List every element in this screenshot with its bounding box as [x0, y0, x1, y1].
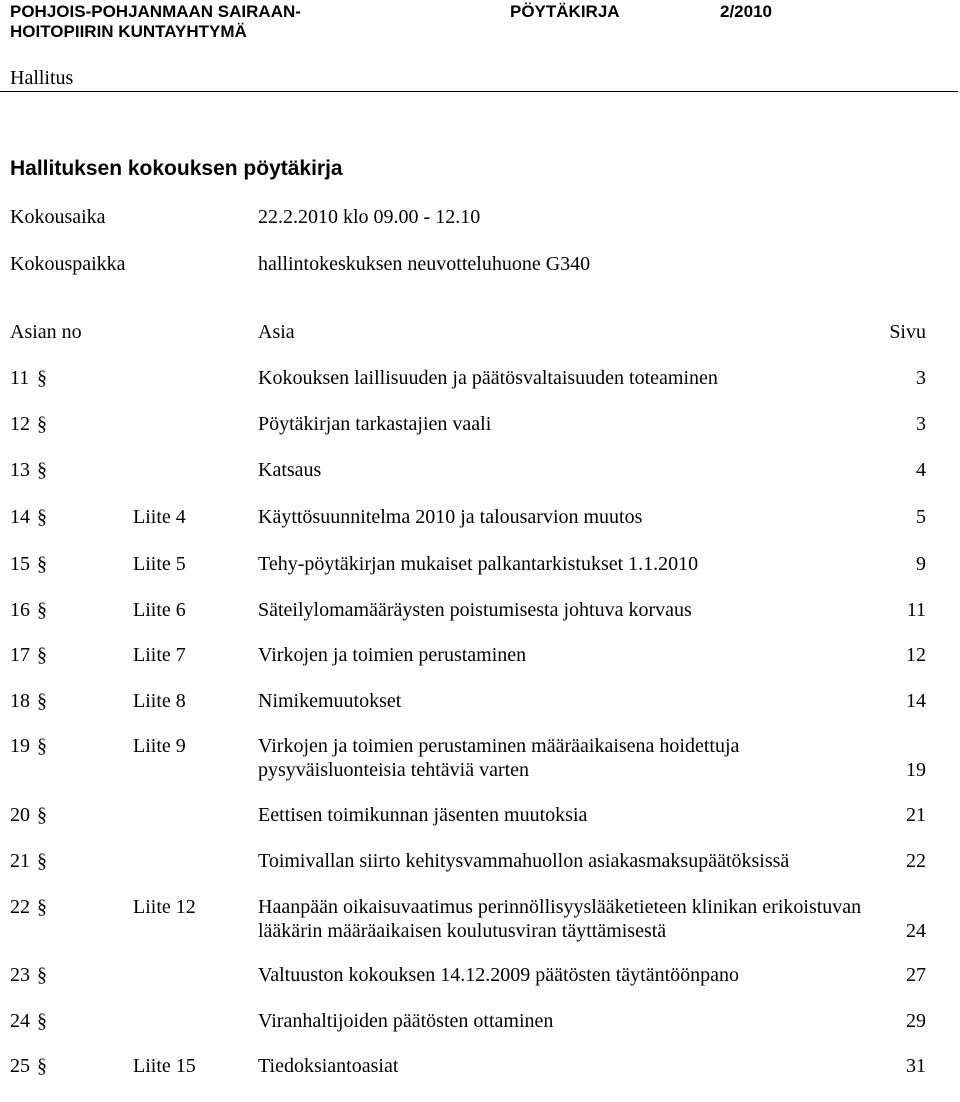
agenda-item-page: 3 — [916, 367, 926, 389]
attachment-reference: Liite 15 — [133, 1055, 196, 1077]
agenda-item-subject: Virkojen ja toimien perustaminen — [258, 644, 527, 666]
section-sign: § — [37, 735, 47, 757]
agenda-item-page: 11 — [906, 599, 926, 621]
agenda-item-subject: Toimivallan siirto kehitysvammahuollon asiakasmaksupäätöksissä — [258, 850, 790, 872]
section-sign: § — [37, 367, 47, 389]
organization-name-line1: POHJOIS-POHJANMAAN SAIRAAN- — [10, 2, 301, 21]
agenda-row — [0, 1054, 960, 1102]
agenda-item-page: 29 — [906, 1010, 926, 1032]
attachment-reference: Liite 7 — [133, 644, 186, 666]
agenda-item-page: 4 — [916, 459, 926, 481]
meeting-time-value: 22.2.2010 klo 09.00 - 12.10 — [258, 206, 481, 228]
agenda-item-subject: Haanpään oikaisuvaatimus perinnöllisyyslääketieteen klinikan erikoistuvan lääkärin määräaikaisen koulutusviran täyttämisestä — [258, 896, 862, 942]
agenda-item-subject: Tiedoksiantoasiat — [258, 1055, 399, 1077]
agenda-item-page: 21 — [906, 804, 926, 826]
agenda-item-subject: Nimikemuutokset — [258, 690, 402, 712]
agenda-item-page: 12 — [906, 644, 926, 666]
agenda-item-page: 31 — [906, 1055, 926, 1077]
agenda-row — [0, 849, 960, 897]
section-sign: § — [37, 506, 47, 528]
agenda-row — [0, 963, 960, 1011]
section-sign: § — [37, 850, 47, 872]
agenda-item-number: 24 — [10, 1010, 30, 1032]
agenda-item-number: 16 — [10, 599, 30, 621]
agenda-row — [0, 366, 960, 414]
document-type: PÖYTÄKIRJA — [510, 2, 620, 21]
agenda-item-number: 15 — [10, 553, 30, 575]
agenda-item-number: 17 — [10, 644, 30, 666]
agenda-item-page: 5 — [916, 506, 926, 528]
agenda-item-subject: Pöytäkirjan tarkastajien vaali — [258, 413, 492, 435]
agenda-item-number: 13 — [10, 459, 30, 481]
agenda-item-subject: Kokouksen laillisuuden ja päätösvaltaisuuden toteaminen — [258, 367, 718, 389]
section-sign: § — [37, 804, 47, 826]
section-sign: § — [37, 964, 47, 986]
agenda-row — [0, 505, 960, 553]
agenda-item-number: 22 — [10, 896, 30, 918]
agenda-item-subject: Tehy-pöytäkirjan mukaiset palkantarkistukset 1.1.2010 — [258, 553, 699, 575]
agenda-item-subject: Eettisen toimikunnan jäsenten muutoksia — [258, 804, 588, 826]
agenda-item-number: 20 — [10, 804, 30, 826]
agenda-item-page: 24 — [906, 920, 926, 942]
section-sign: § — [37, 599, 47, 621]
agenda-row — [0, 895, 960, 945]
agenda-row — [0, 598, 960, 646]
agenda-item-page: 22 — [906, 850, 926, 872]
agenda-item-subject: Viranhaltijoiden päätösten ottaminen — [258, 1010, 554, 1032]
section-sign: § — [37, 1010, 47, 1032]
agenda-row — [0, 458, 960, 506]
section-sign: § — [37, 690, 47, 712]
agenda-item-subject: Valtuuston kokouksen 14.12.2009 päätösten täytäntöönpano — [258, 964, 740, 986]
header-divider — [0, 91, 958, 92]
agenda-row — [0, 412, 960, 460]
meeting-place-value: hallintokeskuksen neuvotteluhuone G340 — [258, 253, 591, 275]
agenda-item-number: 25 — [10, 1055, 30, 1077]
section-sign: § — [37, 553, 47, 575]
agenda-item-subject: Käyttösuunnitelma 2010 ja talousarvion muutos — [258, 506, 643, 528]
column-header-page: Sivu — [889, 321, 926, 343]
department-name: Hallitus — [10, 67, 74, 89]
agenda-item-number: 11 — [10, 367, 30, 389]
agenda-item-page: 3 — [916, 413, 926, 435]
agenda-item-number: 18 — [10, 690, 30, 712]
agenda-item-number: 19 — [10, 735, 30, 757]
attachment-reference: Liite 12 — [133, 896, 196, 918]
attachment-reference: Liite 9 — [133, 735, 186, 757]
agenda-item-number: 12 — [10, 413, 30, 435]
agenda-item-page: 14 — [906, 690, 926, 712]
section-sign: § — [37, 459, 47, 481]
agenda-row — [0, 803, 960, 851]
section-sign: § — [37, 644, 47, 666]
attachment-reference: Liite 5 — [133, 553, 186, 575]
meeting-time-label: Kokousaika — [10, 206, 106, 228]
section-sign: § — [37, 896, 47, 918]
document-number: 2/2010 — [720, 2, 772, 21]
agenda-item-number: 21 — [10, 850, 30, 872]
attachment-reference: Liite 6 — [133, 599, 186, 621]
attachment-reference: Liite 8 — [133, 690, 186, 712]
section-sign: § — [37, 413, 47, 435]
agenda-item-page: 9 — [916, 553, 926, 575]
agenda-row — [0, 689, 960, 737]
agenda-item-number: 23 — [10, 964, 30, 986]
page-title: Hallituksen kokouksen pöytäkirja — [10, 157, 343, 180]
agenda-item-number: 14 — [10, 506, 30, 528]
meeting-place-label: Kokouspaikka — [10, 253, 126, 275]
organization-name-line2: HOITOPIIRIN KUNTAYHTYMÄ — [10, 22, 247, 41]
agenda-item-page: 19 — [906, 759, 926, 781]
agenda-item-subject: Virkojen ja toimien perustaminen määräaikaisena hoidettuja pysyväisluonteisia tehtäviä varten — [258, 735, 740, 781]
column-header-subject: Asia — [258, 321, 295, 343]
section-sign: § — [37, 1055, 47, 1077]
agenda-item-subject: Säteilylomamääräysten poistumisesta johtuva korvaus — [258, 599, 692, 621]
agenda-row — [0, 1009, 960, 1057]
column-header-number: Asian no — [10, 321, 82, 343]
agenda-item-page: 27 — [906, 964, 926, 986]
attachment-reference: Liite 4 — [133, 506, 186, 528]
agenda-row — [0, 552, 960, 600]
agenda-item-subject: Katsaus — [258, 459, 322, 481]
agenda-row — [0, 734, 960, 784]
agenda-row — [0, 643, 960, 691]
